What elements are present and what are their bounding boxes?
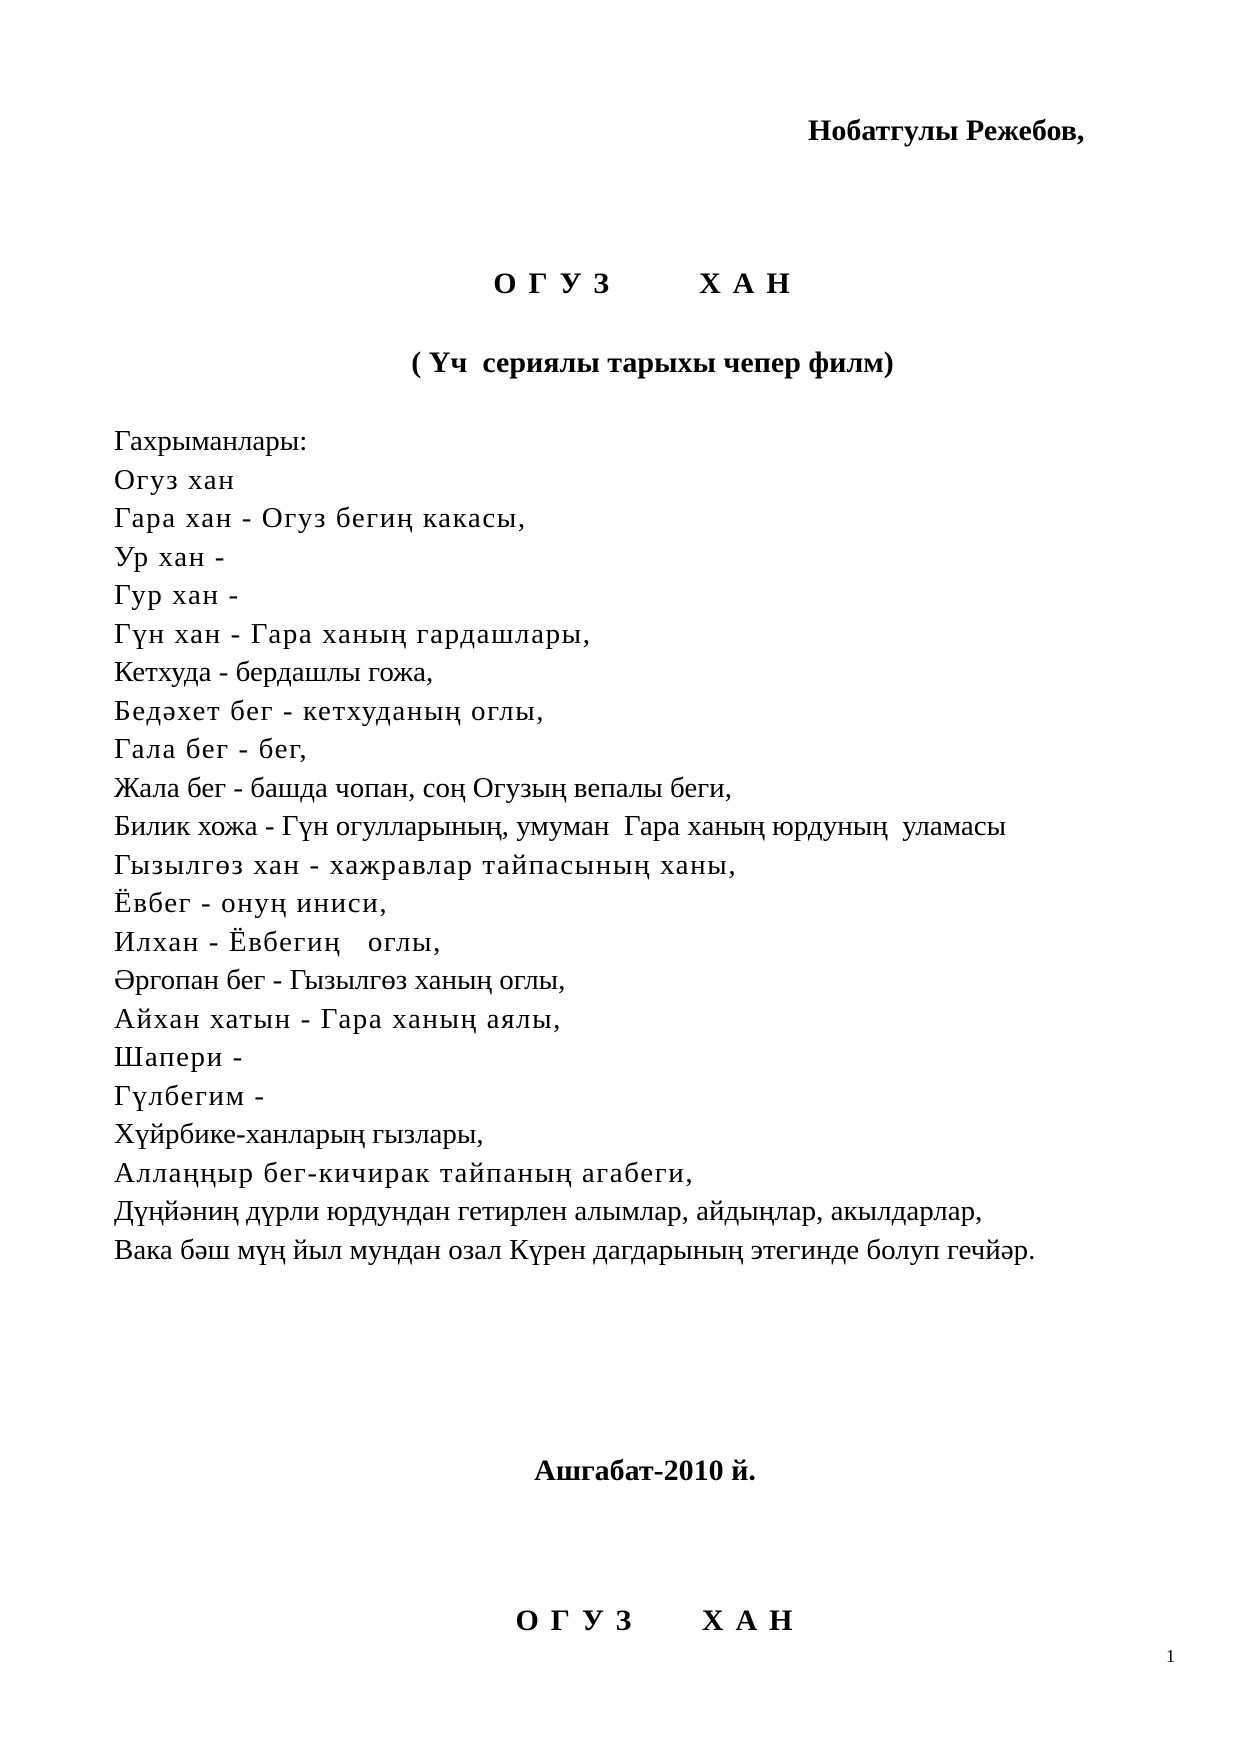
cast-item: Вака бәш мүң йыл мундан озал Күрен дагдарының этегинде болуп гечйәр. [114,1233,1036,1266]
cast-item: Гур хан - [114,579,240,611]
cast-item: Ур хан - [114,540,226,573]
cast-item: Шапери - [114,1041,244,1073]
page-number: 1 [1166,1646,1175,1666]
cast-item: Аллаңңыр бег-кичирак тайпаның агабеги, [114,1156,695,1189]
cast-heading: Гахрыманлары: [114,425,308,457]
author-name: Нобатгулы Режебов, [808,114,1085,147]
cast-item: Жала бег - башда чопан, соң Огузың вепалы беги, [114,771,732,804]
cast-item: Дүңйәниң дүрли юрдундан гетирлен алымлар, айдыңлар, акылдарлар, [114,1195,983,1227]
document-subtitle: ( Үч сериялы тарыхы чепер филм) [411,346,894,379]
cast-item: Гала бег - бег, [114,733,309,765]
cast-item: Гүлбегим - [114,1079,266,1112]
footer-title: ОГУЗ ХАН [515,1604,805,1637]
cast-item: Гүн хан - Гара ханың гардашлары, [114,617,592,650]
cast-item: Әргопан бег - Гызылгөз ханың оглы, [114,964,566,996]
cast-item: Илхан - Ёвбегиң оглы, [114,925,442,958]
cast-item: Билик хожа - Гүн огулларының, умуман Гара ханың юрдуның уламасы [114,810,1007,842]
cast-item: Айхан хатын - Гара ханың аялы, [114,1002,563,1035]
document-title: ОГУЗ ХАН [493,267,802,300]
cast-list [114,422,1035,1269]
place-and-year: Ашгабат-2010 й. [534,1454,756,1487]
cast-item: Гара хан - Огуз бегиң какасы, [114,502,527,534]
cast-item: Огуз хан [114,463,236,496]
cast-item: Гызылгөз хан - хажравлар тайпасының ханы, [114,848,738,881]
cast-item: Ёвбег - онуң иниси, [114,887,389,919]
cast-item: Бедәхет бег - кетхуданың оглы, [114,694,546,727]
cast-item: Хүйрбике-ханларың гызлары, [114,1118,484,1150]
cast-item: Кетхуда - бердашлы гожа, [114,656,434,688]
